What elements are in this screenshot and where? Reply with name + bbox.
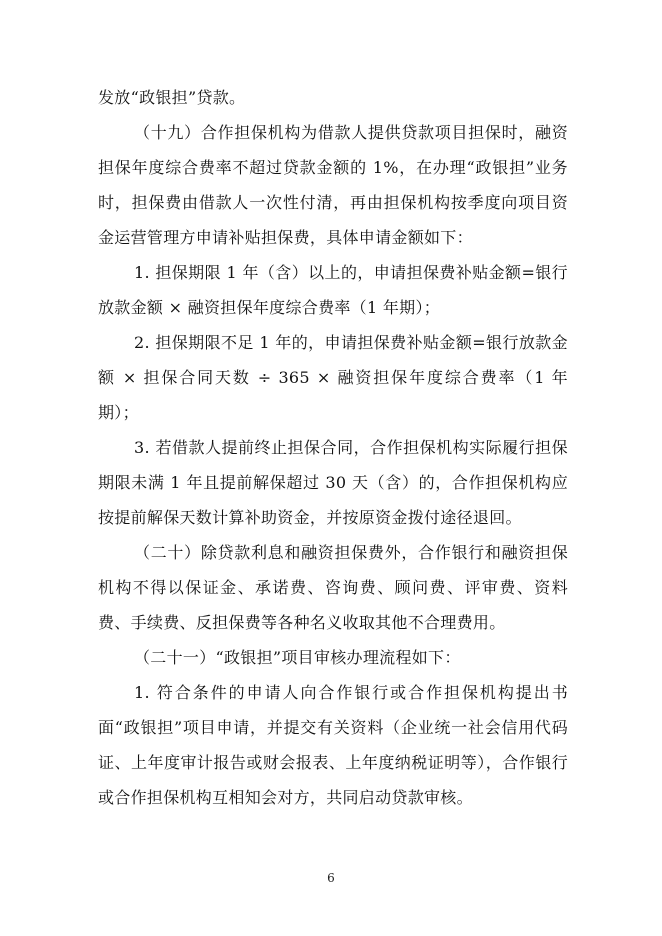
paragraph-clause-21: （二十一）“政银担”项目审核办理流程如下： xyxy=(134,648,461,667)
paragraph-clause-21-item-1: 1. 符合条件的申请人向合作银行或合作担保机构提出书面“政银担”项目申请，并提交有关资料（企业统一社会信用代码证、上年度审计报告或财会报表、上年度纳税证明等），合作银行或合作担保机构互相知会对方，共同启动贷款审核。 xyxy=(98,683,568,807)
paragraph-continuation: 发放“政银担”贷款。 xyxy=(98,88,246,107)
paragraph-clause-19-item-1: 1. 担保期限 1 年（含）以上的，申请担保费补贴金额=银行放款金额 × 融资担保年度综合费率（1 年期）； xyxy=(98,263,568,317)
paragraph-clause-19-item-3: 3. 若借款人提前终止担保合同，合作担保机构实际履行担保期限未满 1 年且提前解保超过 30 天（含）的，合作担保机构应按提前解保天数计算补助资金，并按原资金拨付途径退回。 xyxy=(98,438,568,527)
page-number: 6 xyxy=(327,871,335,885)
paragraph-clause-19: （十九）合作担保机构为借款人提供贷款项目担保时，融资担保年度综合费率不超过贷款金额的 1%，在办理“政银担”业务时，担保费由借款人一次性付清，再由担保机构按季度向项目资金运营管理方申请补贴担保费，具体申请金额如下： xyxy=(98,123,568,247)
paragraph-clause-20: （二十）除贷款利息和融资担保费外，合作银行和融资担保机构不得以保证金、承诺费、咨询费、顾问费、评审费、资料费、手续费、反担保费等各种名义收取其他不合理费用。 xyxy=(98,543,568,632)
document-body xyxy=(98,80,568,815)
paragraph-clause-19-item-2: 2. 担保期限不足 1 年的，申请担保费补贴金额=银行放款金额 × 担保合同天数 ÷ 365 × 融资担保年度综合费率（1 年期）； xyxy=(98,333,568,422)
